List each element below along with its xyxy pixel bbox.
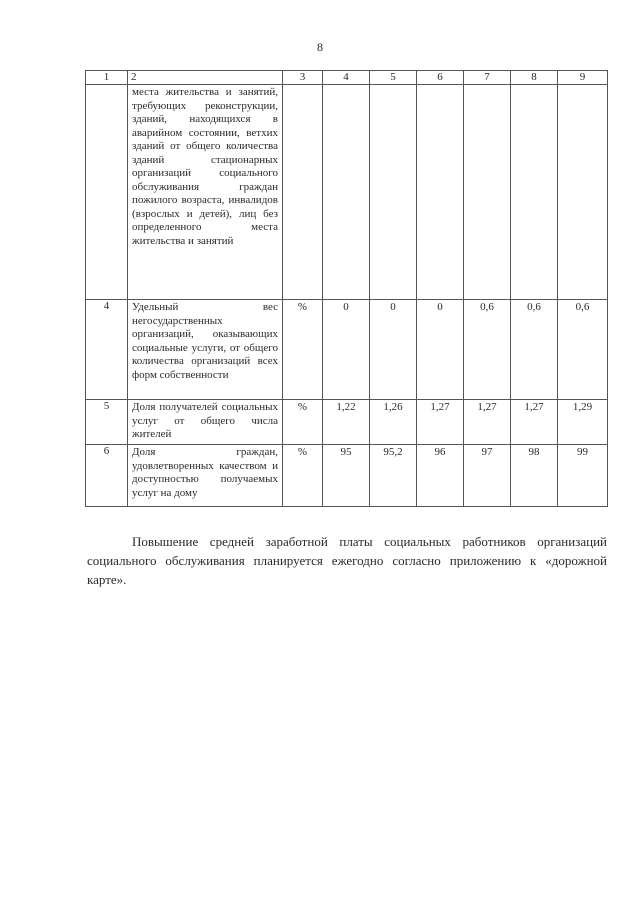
table-row <box>86 85 608 300</box>
row-number: 6 <box>86 445 128 507</box>
column-header: 5 <box>370 71 417 85</box>
table-header-row <box>86 71 608 85</box>
row-value: 99 <box>558 445 608 507</box>
row-unit: % <box>283 400 323 445</box>
row-value <box>370 85 417 300</box>
column-header: 9 <box>558 71 608 85</box>
row-description: Доля получателей социальных услуг от общего числа жителей <box>128 400 283 445</box>
column-header: 6 <box>417 71 464 85</box>
row-value: 1,27 <box>417 400 464 445</box>
row-number <box>86 85 128 300</box>
column-header: 2 <box>128 71 283 85</box>
row-value <box>558 85 608 300</box>
row-number: 4 <box>86 300 128 400</box>
row-value: 95 <box>323 445 370 507</box>
table-row <box>86 445 608 507</box>
row-unit <box>283 85 323 300</box>
row-value: 97 <box>464 445 511 507</box>
column-header: 7 <box>464 71 511 85</box>
row-value <box>323 85 370 300</box>
table-row <box>86 300 608 400</box>
row-value: 96 <box>417 445 464 507</box>
row-value: 1,22 <box>323 400 370 445</box>
row-value: 1,26 <box>370 400 417 445</box>
column-header: 4 <box>323 71 370 85</box>
row-value: 0,6 <box>558 300 608 400</box>
row-unit: % <box>283 445 323 507</box>
row-unit: % <box>283 300 323 400</box>
indicators-table <box>85 70 608 507</box>
page-number: 8 <box>317 40 323 54</box>
row-value <box>417 85 464 300</box>
row-value: 1,29 <box>558 400 608 445</box>
column-header: 8 <box>511 71 558 85</box>
row-value <box>464 85 511 300</box>
row-value: 1,27 <box>464 400 511 445</box>
row-value: 0 <box>323 300 370 400</box>
row-description: места жительства и занятий, требующих реконструкции, зданий, находящихся в аварийном состоянии, ветхих зданий от общего количества зданий стационарных организаций социального обслуживания граждан пожилого возраста, инвалидов (взрослых и детей), лиц без определенного места жительства и занятий <box>128 85 283 300</box>
row-value: 95,2 <box>370 445 417 507</box>
row-value: 0 <box>417 300 464 400</box>
column-header: 1 <box>86 71 128 85</box>
row-value: 0,6 <box>511 300 558 400</box>
row-value: 0,6 <box>464 300 511 400</box>
row-value <box>511 85 558 300</box>
row-description: Доля граждан, удовлетворенных качеством и доступностью получаемых услуг на дому <box>128 445 283 507</box>
row-value: 1,27 <box>511 400 558 445</box>
row-number: 5 <box>86 400 128 445</box>
row-value: 98 <box>511 445 558 507</box>
body-paragraph: Повышение средней заработной платы социальных работников организаций социального обслуживания планируется ежегодно согласно приложению к «дорожной карте». <box>87 534 607 587</box>
column-header: 3 <box>283 71 323 85</box>
table-row <box>86 400 608 445</box>
row-description: Удельный вес негосударственных организаций, оказывающих социальные услуги, от общего количества организаций всех форм собственности <box>128 300 283 400</box>
row-value: 0 <box>370 300 417 400</box>
